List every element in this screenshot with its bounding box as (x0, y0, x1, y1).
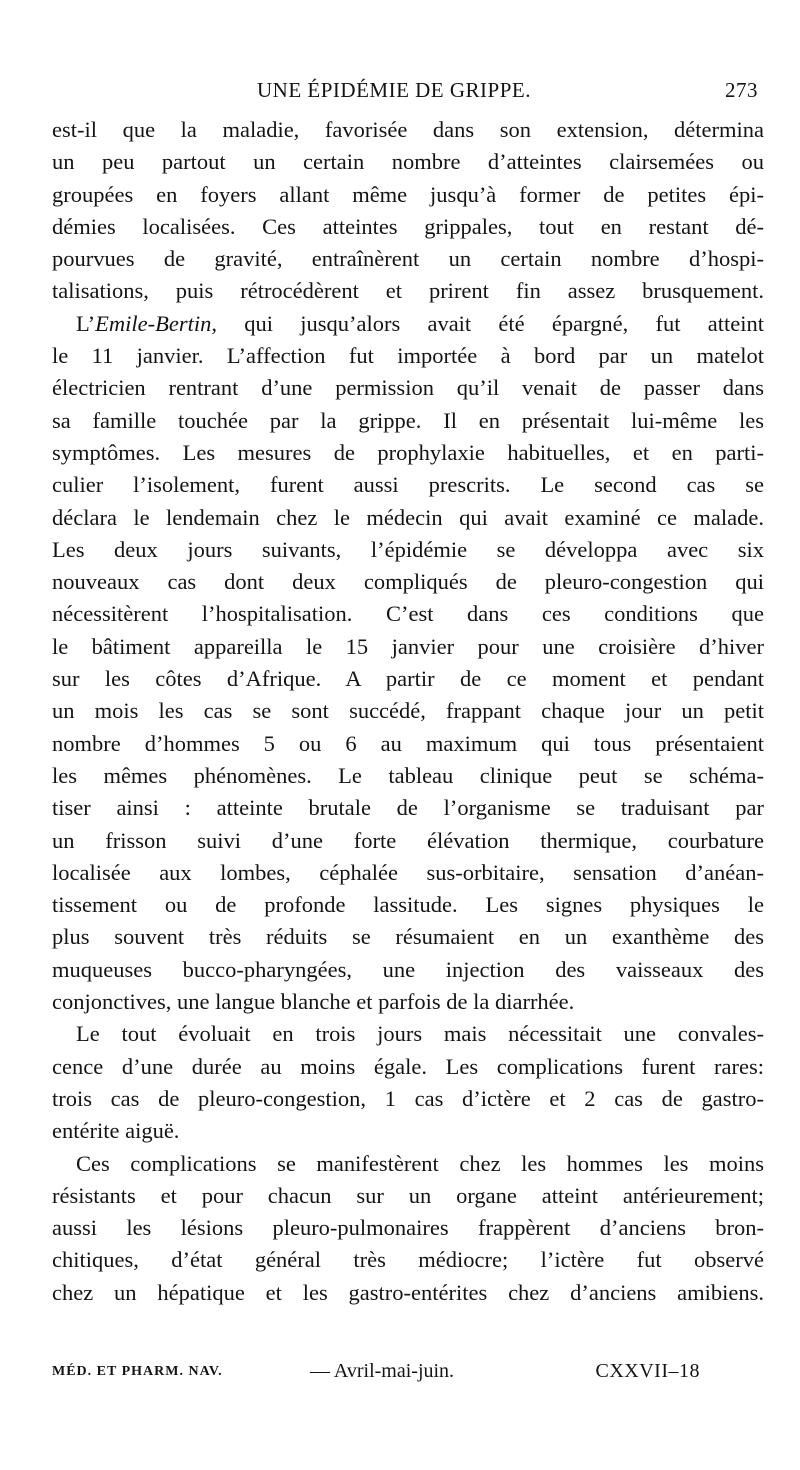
text-line: est-il que la maladie, favorisée dans son extension, détermina (52, 117, 764, 142)
text-line: un frisson suivi d’une forte élévation thermique, courbature (52, 827, 764, 853)
text-line: Ces complications se manifestèrent chez les hommes les moins (76, 1150, 764, 1176)
text-line: Les deux jours suivants, l’épidémie se développa avec six (52, 536, 764, 562)
ship-name: Emile-Bertin, (95, 310, 218, 336)
text-line: nouveaux cas dont deux compliqués de pleuro-congestion qui (52, 569, 764, 595)
text-line: tissement ou de profonde lassitude. Les signes physiques le (52, 892, 764, 918)
text-line: plus souvent très réduits se résumaient en un exanthème des (52, 924, 764, 950)
page-footer (52, 1360, 764, 1390)
text-line: conjonctives, une langue blanche et parfois de la diarrhée. (52, 989, 575, 1015)
text-line: muqueuses bucco-pharyngées, une injection des vaisseaux des (52, 956, 764, 982)
text-line: le bâtiment appareilla le 15 janvier pour une croisière d’hiver (52, 633, 764, 659)
text-line: démies localisées. Ces atteintes grippales, tout en restant dé- (52, 213, 764, 239)
text-line: cence d’une durée au moins égale. Les complications furent rares: (52, 1053, 764, 1079)
journal-name: MÉD. ET PHARM. NAV. (52, 1364, 223, 1379)
running-title: UNE ÉPIDÉMIE DE GRIPPE. (257, 78, 531, 102)
text-line: tiser ainsi : atteinte brutale de l’organisme se traduisant par (52, 795, 764, 821)
text-line: Le tout évoluait en trois jours mais nécessitait une convales- (76, 1021, 764, 1047)
text-line: chez un hépatique et les gastro-entérites chez d’anciens amibiens. (52, 1279, 764, 1305)
line-prefix: L’ (76, 310, 96, 336)
text-line: résistants et pour chacun sur un organe atteint antérieurement; (52, 1182, 764, 1208)
text-line: trois cas de pleuro-congestion, 1 cas d’ictère et 2 cas de gastro- (52, 1085, 764, 1111)
text-line: pourvues de gravité, entraînèrent un certain nombre d’hospi- (52, 246, 764, 272)
text-line: un peu partout un certain nombre d’atteintes clairsemées ou (52, 149, 764, 175)
text-line: les mêmes phénomènes. Le tableau clinique peut se schéma- (52, 762, 764, 788)
text-line: sa famille touchée par la grippe. Il en présentait lui-même les (52, 407, 764, 433)
text-line: symptômes. Les mesures de prophylaxie habituelles, et en parti- (52, 439, 764, 465)
text-line: groupées en foyers allant même jusqu’à former de petites épi- (52, 181, 764, 207)
signature-mark: CXXVII–18 (595, 1360, 700, 1382)
text-line: électricien rentrant d’une permission qu’il venait de passer dans (52, 375, 764, 401)
text-line: aussi les lésions pleuro-pulmonaires frappèrent d’anciens bron- (52, 1215, 764, 1241)
text-line: culier l’isolement, furent aussi prescrits. Le second cas se (52, 472, 764, 498)
text-line: le 11 janvier. L’affection fut importée à bord par un matelot (52, 343, 764, 369)
body-text (52, 114, 764, 1309)
page-number: 273 (725, 78, 758, 102)
issue-date: — Avril-mai-juin. (310, 1360, 455, 1382)
page-header (52, 78, 764, 108)
text-line (52, 308, 764, 340)
line-rest: qui jusqu’alors avait été épargné, fut atteint (217, 310, 764, 336)
text-line: nombre d’hommes 5 ou 6 au maximum qui tous présentaient (52, 730, 764, 756)
text-line: un mois les cas se sont succédé, frappant chaque jour un petit (52, 698, 764, 724)
text-line: nécessitèrent l’hospitalisation. C’est dans ces conditions que (52, 601, 764, 627)
text-line: sur les côtes d’Afrique. A partir de ce moment et pendant (52, 666, 764, 692)
text-line: talisations, puis rétrocédèrent et prirent fin assez brusquement. (52, 278, 764, 304)
text-line: entérite aiguë. (52, 1118, 180, 1144)
text-line: localisée aux lombes, céphalée sus-orbitaire, sensation d’anéan- (52, 859, 764, 885)
text-line: chitiques, d’état général très médiocre; l’ictère fut observé (52, 1247, 764, 1273)
text-line: déclara le lendemain chez le médecin qui avait examiné ce malade. (52, 504, 764, 530)
